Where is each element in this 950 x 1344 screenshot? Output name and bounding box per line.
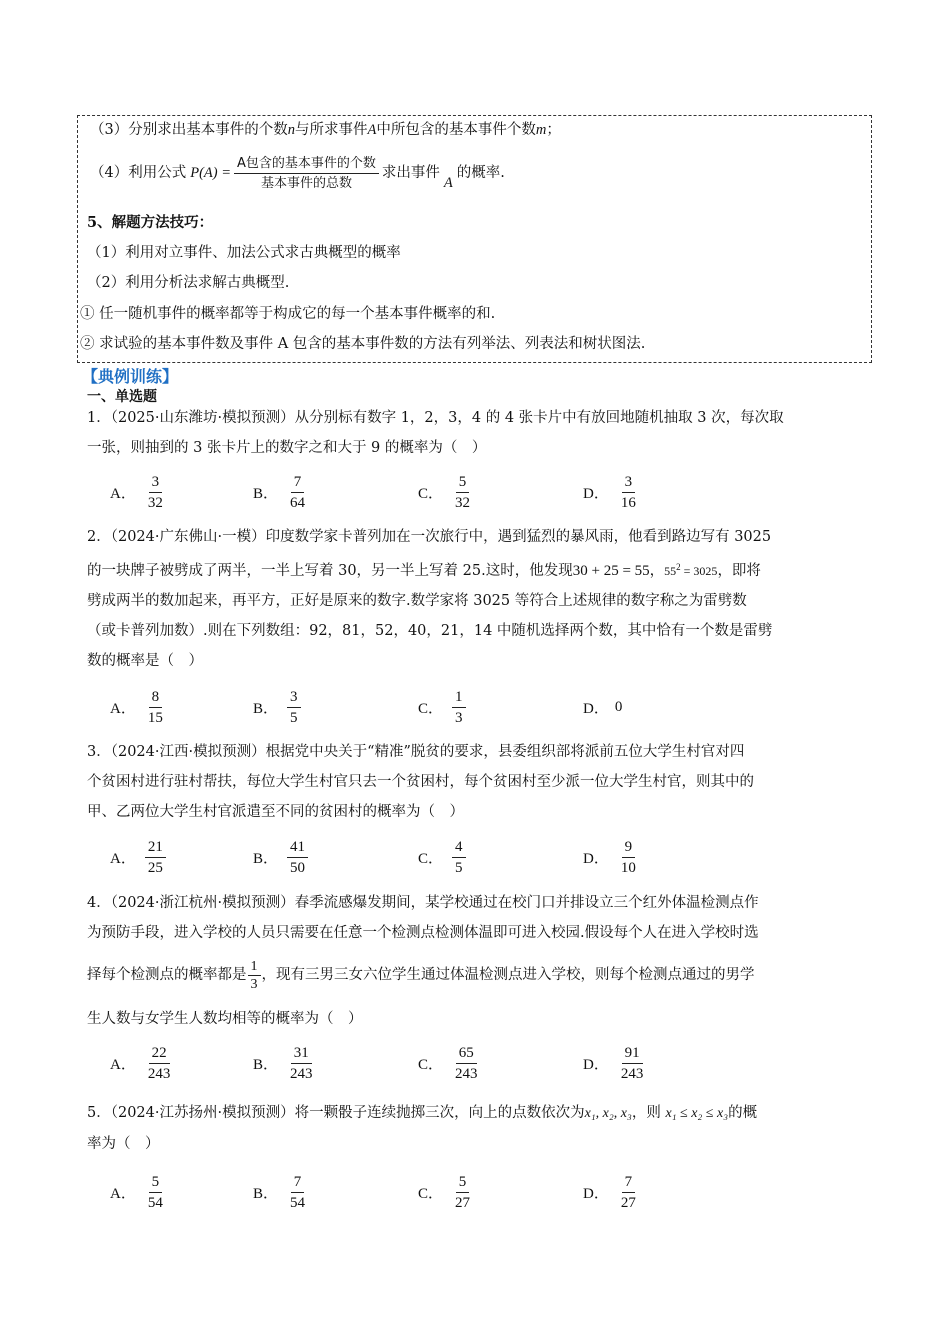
formula-denominator: 基本事件的总数 — [260, 175, 352, 191]
numerator: 91 — [622, 1043, 643, 1064]
option-d[interactable] — [583, 684, 622, 730]
question-1-line-1: 1．（2025·山东潍坊·模拟预测）从分别标有数字 1，2，3，4 的 4 张卡片中有放回地随机抽取 3 次，每次取 — [87, 410, 784, 426]
option-a[interactable] — [110, 469, 169, 515]
section-subheading: 一、单选题 — [87, 389, 157, 405]
numerator: 5 — [149, 1172, 163, 1193]
question-2-line-2-text: 的一块牌子被劈成了两半，一半上写着 30，另一半上写着 25.这时，他发现 — [87, 563, 573, 579]
question-1-line-2: 一张，则抽到的 3 张卡片上的数字之和大于 9 的概率为（ ） — [87, 440, 487, 456]
denominator: 16 — [620, 494, 636, 511]
option-fraction — [618, 1043, 647, 1084]
tip-item-2: （2）利用分析法求解古典概型. — [87, 275, 290, 291]
option-label: C． — [418, 850, 444, 867]
question-4-line-2: 为预防手段，进入学校的人员只需要在任意一个检测点检测体温即可进入校园.假设每个人在进入学校时选 — [87, 925, 759, 941]
numerator: 1 — [248, 958, 261, 976]
question-3-line-3: 甲、乙两位大学生村官派遣至不同的贫困村的概率为（ ） — [87, 804, 464, 820]
question-2-line-3: 劈成两半的数加起来，再平方，正好是原来的数字.数学家将 3025 等符合上述规律的数字称之为雷劈数 — [87, 593, 747, 609]
numerator: 1 — [452, 687, 466, 708]
denominator: 3 — [455, 709, 463, 726]
option-label: A． — [110, 485, 136, 502]
denominator: 50 — [290, 859, 306, 876]
numerator: 3 — [149, 472, 163, 493]
var-a: A — [367, 122, 377, 138]
option-label: A． — [110, 850, 136, 867]
option-d[interactable] — [583, 1040, 649, 1086]
question-3-line-2: 个贫困村进行驻村帮扶，每位大学生村官只去一个贫困村，每个贫困村至少派一位大学生村官，则其中的 — [87, 774, 754, 790]
numerator: 22 — [149, 1043, 170, 1064]
denominator: 3 — [250, 976, 258, 992]
option-d[interactable] — [583, 469, 642, 515]
dice-variables: x₁, x₂, x₃ — [584, 1106, 632, 1121]
var-m: m — [535, 122, 547, 138]
numerator: 3 — [622, 472, 636, 493]
equation-square — [664, 564, 717, 578]
question-3-line-1: 3．（2024·江西·模拟预测）根据党中央关于“精准”脱贫的要求，县委组织部将派前五位大学生村官对四 — [87, 744, 745, 760]
separator: ， — [649, 563, 665, 579]
question-5-line-1-text: 5．（2024·江苏扬州·模拟预测）将一颗骰子连续抛掷三次，向上的点数依次为 — [87, 1105, 585, 1121]
step-4-line — [90, 152, 505, 194]
numerator: 7 — [291, 1172, 305, 1193]
numerator: 3 — [287, 687, 301, 708]
step-4-text-c: 的概率. — [456, 165, 505, 181]
option-label: C． — [418, 1056, 444, 1073]
option-fraction — [287, 1172, 308, 1213]
question-3 — [87, 737, 867, 827]
numerator: 21 — [145, 837, 166, 858]
step-3-text-b: 与所求事件 — [294, 122, 368, 138]
step-3-line — [90, 120, 561, 140]
option-label: B． — [253, 850, 279, 867]
question-4-line-3-tail: ，现有三男三女六位学生通过体温检测点进入学校，则每个检测点通过的男学 — [261, 967, 755, 983]
option-label: C． — [418, 1185, 444, 1202]
probability-lhs: P(A) = — [190, 165, 232, 181]
numerator: 4 — [452, 837, 466, 858]
question-2-line-1: 2．（2024·广东佛山·一模）印度数学家卡普列加在一次旅行中，遇到猛烈的暴风雨，他看到路边写有 3025 — [87, 529, 772, 545]
step-4-text: （4）利用公式 — [90, 165, 187, 181]
option-a[interactable] — [110, 1040, 176, 1086]
option-b[interactable] — [253, 1169, 311, 1215]
equation-result: = 3025 — [680, 564, 718, 578]
option-fraction — [618, 837, 639, 878]
option-a[interactable] — [110, 834, 169, 880]
section-heading: 【典例训练】 — [82, 367, 179, 386]
denominator: 243 — [620, 1065, 644, 1082]
option-b[interactable] — [253, 684, 304, 730]
option-fraction — [618, 472, 639, 513]
option-b[interactable] — [253, 834, 311, 880]
exponent: 2 — [676, 562, 681, 572]
option-fraction — [145, 1172, 166, 1213]
option-d[interactable] — [583, 1169, 642, 1215]
option-fraction — [287, 472, 308, 513]
option-fraction — [145, 837, 166, 878]
question-2 — [87, 522, 867, 676]
numerator: 65 — [456, 1043, 477, 1064]
option-label: D． — [583, 1056, 609, 1073]
inequality: x₁ ≤ x₂ ≤ x₃ — [665, 1106, 729, 1121]
option-fraction — [145, 472, 166, 513]
option-label: D． — [583, 1185, 609, 1202]
question-5-line-1-tail: 的概 — [728, 1105, 758, 1121]
denominator: 27 — [620, 1194, 636, 1211]
question-5-line-1 — [87, 1098, 867, 1129]
denominator: 32 — [147, 494, 163, 511]
option-label: C． — [418, 700, 444, 717]
option-c[interactable] — [418, 1040, 484, 1086]
option-label: B． — [253, 1185, 279, 1202]
denominator: 243 — [147, 1065, 171, 1082]
equation-sum: 30 + 25 = 55 — [572, 563, 650, 579]
numerator: 31 — [291, 1043, 312, 1064]
tips-title: 5、解题方法技巧： — [87, 214, 214, 231]
numerator: 41 — [287, 837, 308, 858]
option-label: A． — [110, 700, 136, 717]
option-value: 0 — [614, 698, 623, 715]
formula-numerator: A包含的基本事件的个数 — [234, 154, 379, 174]
numerator: 5 — [456, 472, 470, 493]
option-label: C． — [418, 485, 444, 502]
question-5-options — [110, 1169, 810, 1215]
numerator: 5 — [456, 1172, 470, 1193]
option-b[interactable] — [253, 1040, 319, 1086]
question-3-options — [110, 834, 810, 880]
option-fraction — [452, 1043, 481, 1084]
option-fraction — [287, 1043, 316, 1084]
denominator: 5 — [455, 859, 463, 876]
question-2-line-2 — [87, 552, 867, 586]
denominator: 5 — [290, 709, 298, 726]
question-2-line-2-tail: ，即将 — [717, 563, 761, 579]
option-fraction — [452, 472, 473, 513]
option-fraction — [287, 837, 308, 878]
var-a: A — [443, 175, 453, 191]
numerator: 7 — [291, 472, 305, 493]
step-3-text: （3）分别求出基本事件的个数 — [90, 122, 288, 138]
denominator: 64 — [290, 494, 306, 511]
option-fraction — [452, 837, 466, 878]
step-4-text-b: 求出事件 — [381, 165, 440, 181]
question-5 — [87, 1098, 867, 1159]
option-fraction — [287, 687, 301, 728]
question-4-line-1: 4．（2024·浙江杭州·模拟预测）春季流感爆发期间，某学校通过在校门口并排设立三个红外体温检测点作 — [87, 895, 759, 911]
inline-fraction — [248, 958, 261, 993]
question-2-options — [110, 684, 810, 730]
question-2-line-5: 数的概率是（ ） — [87, 653, 203, 669]
question-4 — [87, 888, 867, 1034]
option-a[interactable] — [110, 1169, 169, 1215]
step-3-text-c: 中所包含的基本事件个数 — [376, 122, 536, 138]
question-4-line-3-text: 择每个检测点的概率都是 — [87, 967, 247, 983]
option-c[interactable] — [418, 1169, 476, 1215]
question-2-line-4: （或卡普列加数）.则在下列数组：92，81，52，40，21，14 中随机选择两个数，其中恰有一个数是雷劈 — [87, 623, 773, 639]
option-a[interactable] — [110, 684, 169, 730]
denominator: 27 — [455, 1194, 471, 1211]
option-label: D． — [583, 700, 609, 717]
option-label: B． — [253, 485, 279, 502]
option-fraction — [452, 1172, 473, 1213]
tip-item-3: ① 任一随机事件的概率都等于构成它的每一个基本事件概率的和. — [80, 306, 496, 322]
option-label: A． — [110, 1185, 136, 1202]
denominator: 243 — [290, 1065, 313, 1082]
step-3-text-d: ； — [546, 122, 561, 138]
denominator: 243 — [455, 1065, 478, 1082]
option-c[interactable] — [418, 469, 476, 515]
option-fraction — [452, 687, 466, 728]
option-label: D． — [583, 485, 609, 502]
option-fraction — [145, 1043, 174, 1084]
base: 55 — [664, 564, 677, 578]
option-label: B． — [253, 700, 279, 717]
numerator: 8 — [149, 687, 163, 708]
question-5-mid-text: ，则 — [631, 1105, 666, 1121]
option-c[interactable] — [418, 684, 469, 730]
denominator: 54 — [147, 1194, 163, 1211]
question-1 — [87, 403, 867, 463]
denominator: 54 — [290, 1194, 306, 1211]
tip-item-4: ② 求试验的基本事件数及事件 A 包含的基本事件数的方法有列举法、列表法和树状图法. — [80, 336, 646, 352]
option-fraction — [145, 687, 166, 728]
option-label: D． — [583, 850, 609, 867]
question-4-options — [110, 1040, 810, 1086]
option-d[interactable] — [583, 834, 642, 880]
question-4-line-4: 生人数与女学生人数均相等的概率为（ ） — [87, 1011, 363, 1027]
var-n: n — [287, 122, 295, 138]
denominator: 10 — [620, 859, 636, 876]
denominator: 32 — [455, 494, 471, 511]
question-5-line-2: 率为（ ） — [87, 1136, 160, 1152]
option-label: A． — [110, 1056, 136, 1073]
numerator: 7 — [622, 1172, 636, 1193]
denominator: 25 — [147, 859, 163, 876]
option-c[interactable] — [418, 834, 469, 880]
question-1-options — [110, 469, 810, 515]
option-b[interactable] — [253, 469, 311, 515]
option-label: B． — [253, 1056, 279, 1073]
numerator: 9 — [622, 837, 636, 858]
probability-formula-fraction — [234, 154, 379, 193]
option-fraction — [618, 1172, 639, 1213]
denominator: 15 — [147, 709, 163, 726]
tip-item-1: （1）利用对立事件、加法公式求古典概型的概率 — [87, 245, 401, 261]
question-4-line-3 — [87, 952, 867, 998]
